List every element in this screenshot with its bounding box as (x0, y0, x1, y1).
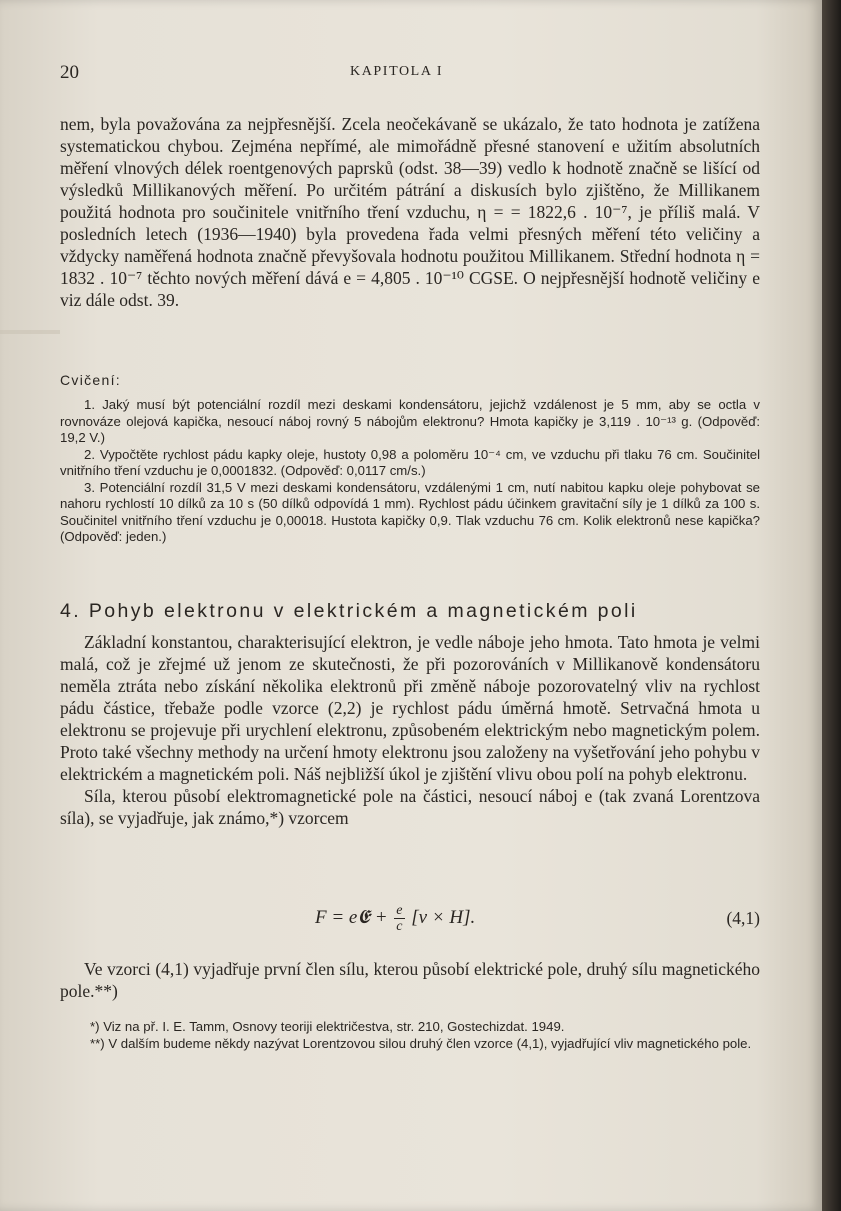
footnote: **) V dalším budeme někdy nazývat Lorentzovou silou druhý člen vzorce (4,1), vyjadřující vliv magnetického pole. (90, 1036, 752, 1051)
footnote: *) Viz na př. I. E. Tamm, Osnovy teoriji električestva, str. 210, Gostechizdat. 1949. (90, 1019, 565, 1034)
book-edge (822, 0, 841, 1211)
page-number: 20 (60, 62, 79, 83)
formula-row (60, 900, 760, 950)
section-paragraph: Síla, kterou působí elektromagnetické pole na částici, nesoucí náboj e (tak zvaná Lorentzova síla), se vyjadřuje, jak známo,*) vzorcem (60, 786, 760, 828)
lorentz-formula (315, 903, 475, 934)
after-formula-paragraph: Ve vzorci (4,1) vyjadřuje první člen sílu, kterou působí elektrické pole, druhý sílu magnetického pole.**) (60, 959, 760, 1001)
running-head: KAPITOLA I (350, 64, 444, 79)
fraction-numerator: e (396, 903, 403, 918)
scan-mark (0, 330, 60, 334)
equation-number: (4,1) (726, 908, 760, 928)
formula-fraction (394, 903, 404, 934)
exercises-block (60, 372, 760, 546)
section-text (60, 631, 760, 829)
body-text (60, 113, 760, 311)
fraction-denominator: c (396, 919, 403, 934)
formula-rhs: [v × H]. (411, 906, 476, 928)
after-formula-text (60, 958, 760, 1002)
exercise-item: 2. Vypočtěte rychlost pádu kapky oleje, hustoty 0,98 a poloměru 10⁻⁴ cm, ve vzduchu při tlaku 76 cm. Součinitel vnitřního tření vzduchu je 0,0001832. (Odpověď: 0,0117 cm/s.) (60, 446, 760, 478)
footnotes (60, 1018, 760, 1052)
section-title: 4. Pohyb elektronu v elektrickém a magnetickém poli (60, 600, 638, 622)
exercises-heading: Cvičení: (60, 372, 121, 388)
page-header (60, 62, 760, 88)
section-paragraph: Základní konstantou, charakterisující elektron, je vedle náboje jeho hmota. Tato hmota je velmi malá, což je zřejmé už jenom ze skutečnosti, že při pozorováních v Millikanově kondensátoru neměla ztráta nebo získání několika elektronů při změně náboje pozorovatelný vliv na rychlost pádu částice, třebaže podle vzorce (2,2) je rychlost pádu úměrná hmotě. Setrvačná hmota u elektronu se projevuje při urychlení elektronu, způsobeném elektrickým nebo magnetickým polem. Proto také všechny methody na určení hmoty elektronu jsou založeny na vyšetřování jeho pohybu v elektrickém a magnetickém poli. Náš nejbližší úkol je zjištění vlivu obou polí na pohyb elektronu. (60, 632, 760, 784)
formula-lhs: F = e𝕰 + (315, 906, 388, 928)
exercise-item: 1. Jaký musí být potenciální rozdíl mezi deskami kondensátoru, jejichž vzdálenost je 5 mm, aby se octla v rovnováze olejová kapička, nesoucí náboj rovný 5 nábojům elektronu? Hmota kapičky je 3,119 . 10⁻¹³ g. (Odpověď: 19,2 V.) (60, 397, 760, 445)
exercise-item: 3. Potenciální rozdíl 31,5 V mezi deskami kondensátoru, vzdálenými 1 cm, nutí nabitou kapku oleje pohybovat se nahoru rychlostí 10 dílků za 10 s (50 dílků odpovídá 1 mm). Rychlost pádu účinkem gravitační síly je 1 dílků za 100 s. Součinitel vnitřního tření vzduchu je 0,00018. Hustota kapičky 0,9. Tlak vzduchu 76 cm. Kolik elektronů nese kapička? (Odpověď: jeden.) (60, 479, 760, 544)
body-paragraph: nem, byla považována za nejpřesnější. Zcela neočekávaně se ukázalo, že tato hodnota je zatížena systematickou chybou. Zejména nepřímé, ale mimořádně přesné stanovení e užitím absolutních měření vlnových délek roentgenových paprsků (odst. 38—39) vedlo k hodnotě značně se lišící od výsledků Millikanových měření. Po určitém pátrání a diskusích bylo zjištěno, že Millikanem použitá hodnota pro součinitele vnitřního tření vzduchu, η = = 1822,6 . 10⁻⁷, je příliš malá. V posledních letech (1936—1940) byla provedena řada velmi přesných měření této veličiny a vždycky naměřená hodnota značně převyšovala hodnotu použitou Millikanem. Střední hodnota η = 1832 . 10⁻⁷ těchto nových měření dává e = 4,805 . 10⁻¹⁰ CGSE. O nejpřesnější hodnotě veličiny e viz dále odst. 39. (60, 114, 760, 310)
